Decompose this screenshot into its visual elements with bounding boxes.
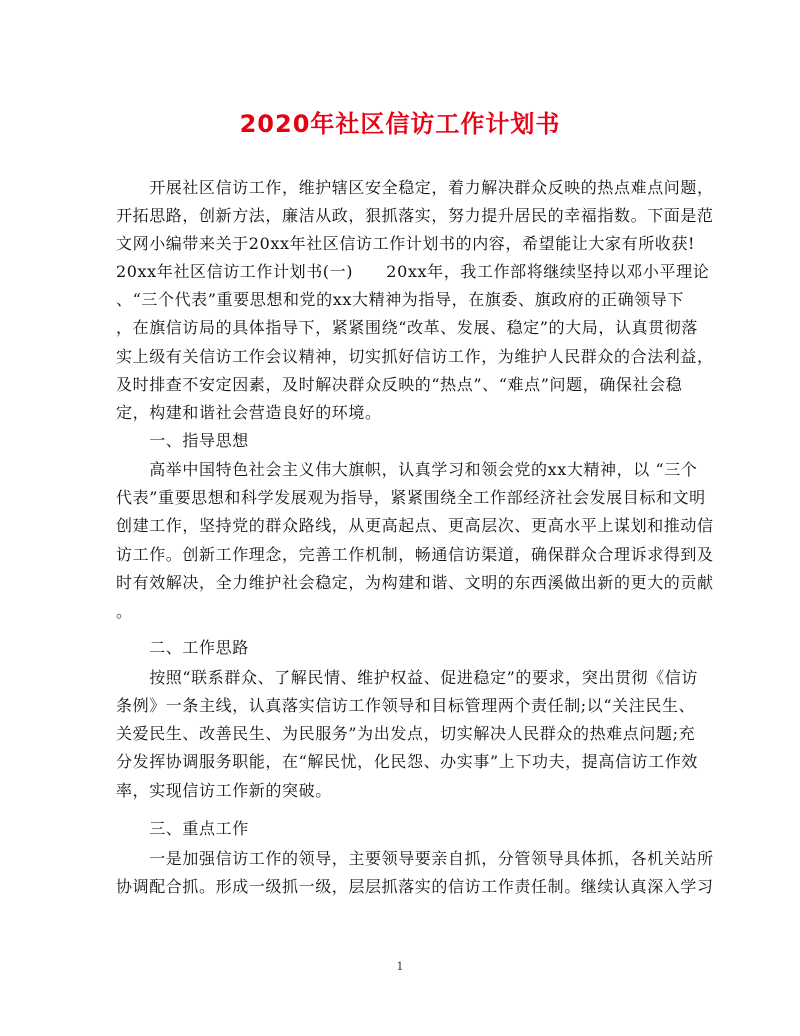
text-line: 创建工作，坚持党的群众路线，从更高起点、更高层次、更高水平上谋划和推动信 <box>116 516 714 535</box>
text-line: 分发挥协调服务职能，在“解民忧，化民怨、办实事”上下功夫，提高信访工作效 <box>116 752 698 771</box>
text-line: 一是加强信访工作的领导，主要领导要亲自抓，分管领导具体抓，各机关站所 <box>116 849 714 868</box>
text-line: 开展社区信访工作，维护辖区安全稳定，着力解决群众反映的热点难点问题， <box>116 178 714 197</box>
text-line: 开拓思路，创新方法，廉洁从政，狠抓落实，努力提升居民的幸福指数。下面是范 <box>116 206 714 225</box>
text-line: 实上级有关信访工作会议精神，切实抓好信访工作，为维护人民群众的合法利益， <box>116 347 714 366</box>
text-line: 及时排查不安定因素，及时解决群众反映的“热点”、“难点”问题，确保社会稳 <box>116 375 683 394</box>
document-title: 2020年社区信访工作计划书 <box>239 110 561 138</box>
text-line: 访工作。创新工作理念，完善工作机制，畅通信访渠道，确保群众合理诉求得到及 <box>116 545 714 564</box>
text-line: 协调配合抓。形成一级抓一级，层层抓落实的信访工作责任制。继续认真深入学习 <box>116 877 714 896</box>
text-line: 高举中国特色社会主义伟大旗帜，认真学习和领会党的xx大精神，以 “三个 <box>116 460 698 479</box>
text-line: 、“三个代表”重要思想和党的xx大精神为指导，在旗委、旗政府的正确领导下 <box>116 290 685 309</box>
text-line: 定，构建和谐社会营造良好的环境。 <box>116 403 382 422</box>
text-line: 代表”重要思想和科学发展观为指导，紧紧围绕全工作部经济社会发展目标和文明 <box>116 488 706 507</box>
text-line: 一、指导思想 <box>116 431 249 450</box>
text-line: 20xx年社区信访工作计划书(一) 20xx年，我工作部将继续坚持以邓小平理论 <box>116 262 710 281</box>
text-line: 。 <box>116 602 133 621</box>
text-line: ，在旗信访局的具体指导下，紧紧围绕“改革、发展、稳定”的大局，认真贯彻落 <box>116 318 698 337</box>
text-line: 条例》一条主线，认真落实信访工作领导和目标管理两个责任制;以“关注民生、 <box>116 696 696 715</box>
text-line: 按照“联系群众、了解民情、维护权益、促进稳定”的要求，突出贯彻《信访 <box>116 668 698 687</box>
text-line: 率，实现信访工作新的突破。 <box>116 781 332 800</box>
text-line: 关爱民生、改善民生、为民服务”为出发点，切实解决人民群众的热难点问题;充 <box>116 724 696 743</box>
page-number: 1 <box>396 960 404 973</box>
text-line: 二、工作思路 <box>116 638 249 657</box>
text-line: 文网小编带来关于20xx年社区信访工作计划书的内容，希望能让大家有所收获! <box>116 234 696 253</box>
text-line: 三、重点工作 <box>116 819 249 838</box>
text-line: 时有效解决，全力维护社会稳定，为构建和谐、文明的东西溪做出新的更大的贡献 <box>116 573 714 592</box>
